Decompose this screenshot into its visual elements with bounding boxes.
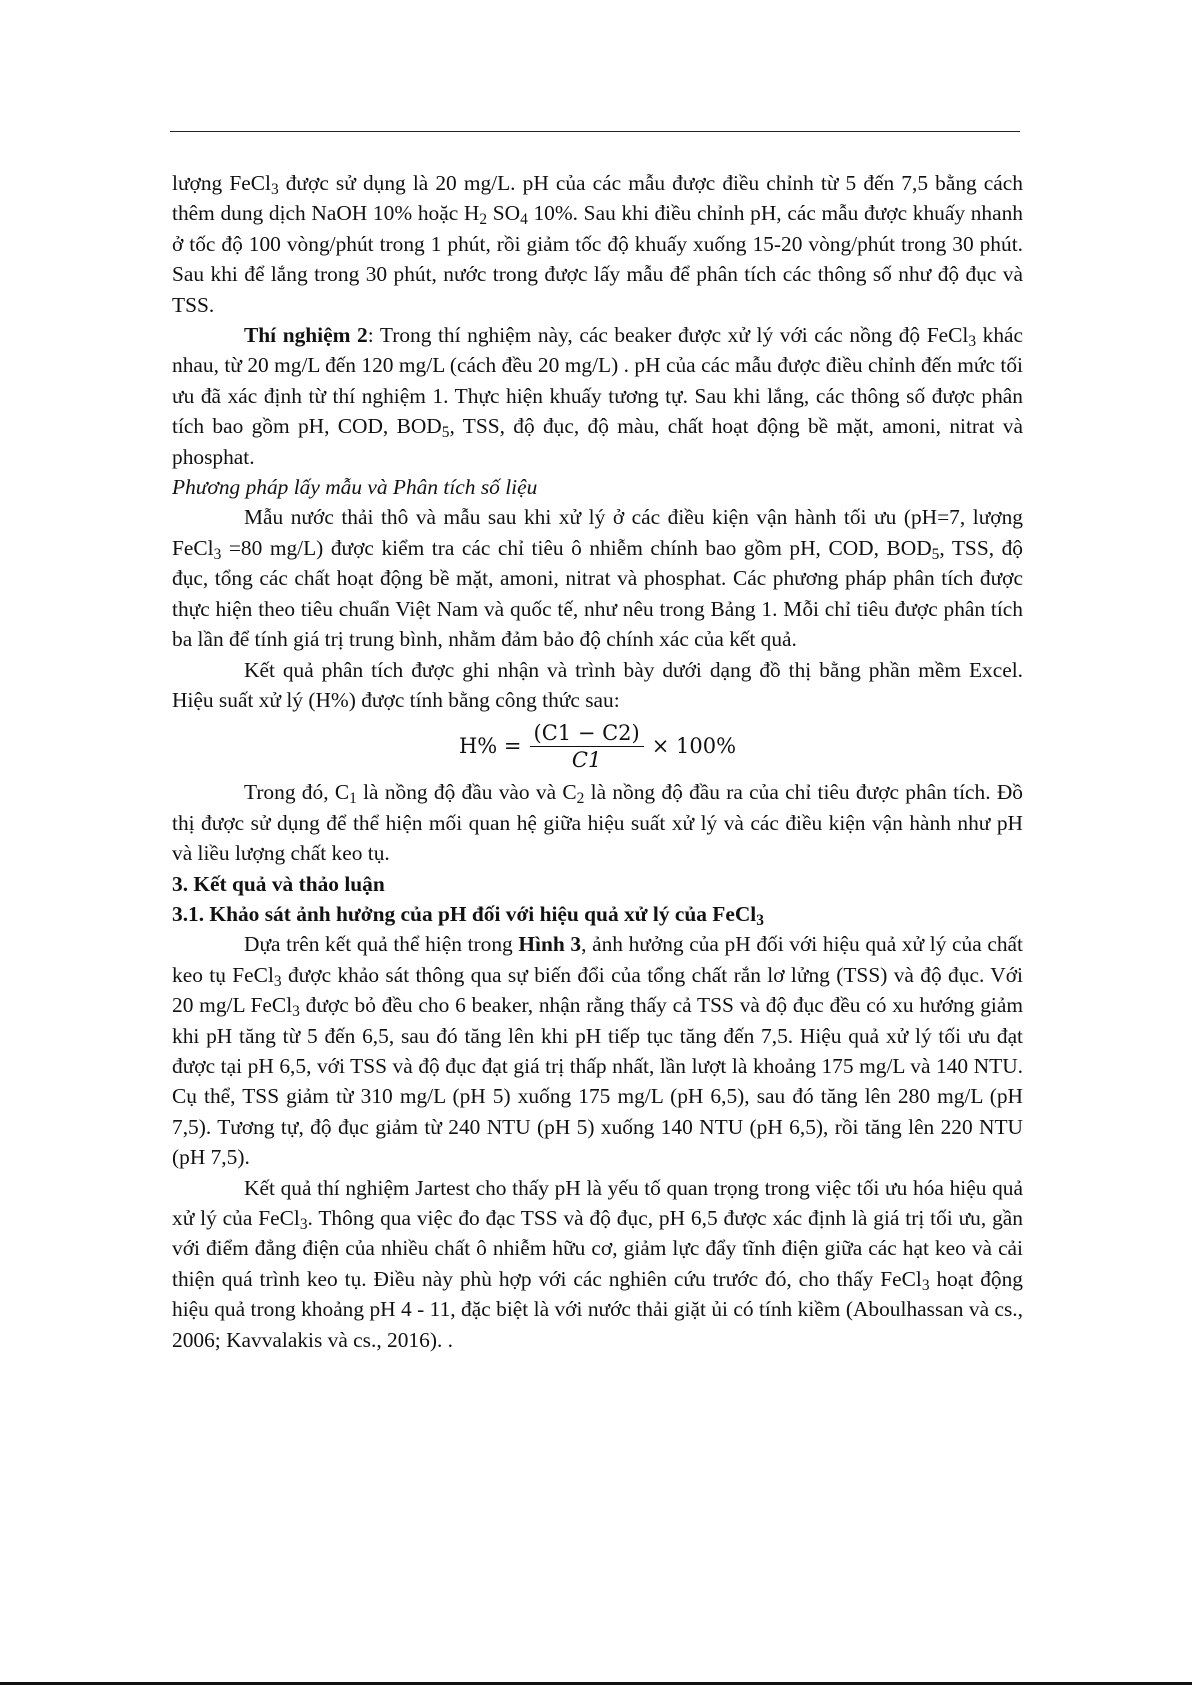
header-rule	[170, 131, 1020, 132]
formula-numerator: (C1 − C2)	[533, 720, 640, 745]
figure-3-reference: Hình 3	[518, 932, 582, 957]
formula-denominator: C1	[571, 747, 602, 772]
efficiency-formula	[172, 715, 1023, 777]
formula-fraction	[530, 720, 644, 773]
paragraph-stirring-procedure: lượng FeCl$_3$ được sử dụng là 20 mg/L. pH của các mẫu được điều chỉnh từ 5 đến 7,5 bằng cách thêm dung dịch NaOH 10% hoặc $H_2$ $SO_4$ 10%. Sau khi điều chỉnh pH, các mẫu được khuấy nhanh ở tốc độ 100 vòng/phút trong 1 phút, rồi giảm tốc độ khuấy xuống 15-20 vòng/phút trong 30 phút. Sau khi để lắng trong 30 phút, nước trong được lấy mẫu để phân tích các thông số như độ đục và TSS.	[172, 171, 1023, 317]
paragraph-sampling: Mẫu nước thải thô và mẫu sau khi xử lý ở các điều kiện vận hành tối ưu (pH=7, lượng FeCl$_3$ =80 mg/L) được kiểm tra các chỉ tiêu ô nhiễm chính bao gồm pH, COD, $BOD_5$, TSS, độ đục, tổng các chất hoạt động bề mặt, amoni, nitrat và phosphat. Các phương pháp phân tích được thực hiện theo tiêu chuẩn Việt Nam và quốc tế, như nêu trong Bảng 1. Mỗi chỉ tiêu được phân tích ba lần để tính giá trị trung bình, nhằm đảm bảo độ chính xác của kết quả.	[172, 505, 1023, 652]
formula-lhs: H% =	[458, 734, 522, 759]
formula-rhs: × 100%	[651, 734, 737, 759]
paragraph-excel-analysis: Kết quả phân tích được ghi nhận và trình bày dưới dạng đồ thị bằng phần mềm Excel. Hiệu suất xử lý (H%) được tính bằng công thức sau:	[172, 657, 1023, 712]
section-heading-results: 3. Kết quả và thảo luận	[172, 871, 385, 896]
paragraph-ph-results: Dựa trên kết quả thể hiện trong Hình 3, ảnh hưởng của pH đối với hiệu quả xử lý của chất keo tụ FeCl$_3$ được khảo sát thông qua sự biến đổi của tổng chất rắn lơ lửng (TSS) và độ đục. Với 20 mg/L FeCl$_3$ được bỏ đều cho 6 beaker, nhận rằng thấy cả TSS và độ đục đều có xu hướng giảm khi pH tăng từ 5 đến 6,5, sau đó tăng lên khi pH tiếp tục tăng đến 7,5. Hiệu quả xử lý tối ưu đạt được tại pH 6,5, với TSS và độ đục đạt giá trị thấp nhất, lần lượt là khoảng 175 mg/L và 140 NTU. Cụ thể, TSS giảm từ 310 mg/L (pH 5) xuống 175 mg/L (pH 6,5), sau đó tăng lên 280 mg/L (pH 7,5). Tương tự, độ đục giảm từ 240 NTU (pH 5) xuống 140 NTU (pH 6,5), rồi tăng lên 220 NTU (pH 7,5).	[172, 932, 1023, 1170]
page-body	[172, 168, 1023, 1355]
subsection-heading-ph-effect: 3.1. Khảo sát ảnh hưởng của pH đối với hiệu quả xử lý của FeCl$_3$	[172, 901, 764, 929]
paragraph-experiment-2: Thí nghiệm 2: Trong thí nghiệm này, các beaker được xử lý với các nồng độ FeCl$_3$ khác nhau, từ 20 mg/L đến 120 mg/L (cách đều 20 mg/L) . pH của các mẫu được điều chỉnh đến mức tối ưu đã xác định từ thí nghiệm 1. Thực hiện khuấy tương tự. Sau khi lắng, các thông số được phân tích bao gồm pH, COD, $BOD_5$, TSS, độ đục, độ màu, chất hoạt động bề mặt, amoni, nitrat và phosphat.	[172, 323, 1023, 469]
paragraph-formula-explanation: Trong đó, $C_1$ là nồng độ đầu vào và $C_2$ là nồng độ đầu ra của chỉ tiêu được phân tích. Đồ thị được sử dụng để thể hiện mối quan hệ giữa hiệu suất xử lý và các điều kiện vận hành như pH và liều lượng chất keo tụ.	[172, 780, 1023, 866]
subheading-sampling-methods: Phương pháp lấy mẫu và Phân tích số liệu	[172, 475, 538, 500]
experiment-2-label: Thí nghiệm 2	[244, 323, 368, 348]
paragraph-jartest-conclusion: Kết quả thí nghiệm Jartest cho thấy pH là yếu tố quan trọng trong việc tối ưu hóa hiệu quả xử lý của FeCl$_3$. Thông qua việc đo đạc TSS và độ đục, pH 6,5 được xác định là giá trị tối ưu, gần với điểm đẳng điện của nhiều chất ô nhiễm hữu cơ, giảm lực đẩy tĩnh điện giữa các hạt keo và cải thiện quá trình keo tụ. Điều này phù hợp với các nghiên cứu trước đó, cho thấy FeCl$_3$ hoạt động hiệu quả trong khoảng pH 4 - 11, đặc biệt là với nước thải giặt ủi có tính kiềm (Aboulhassan và cs., 2006; Kavvalakis và cs., 2016). .	[172, 1175, 1023, 1352]
